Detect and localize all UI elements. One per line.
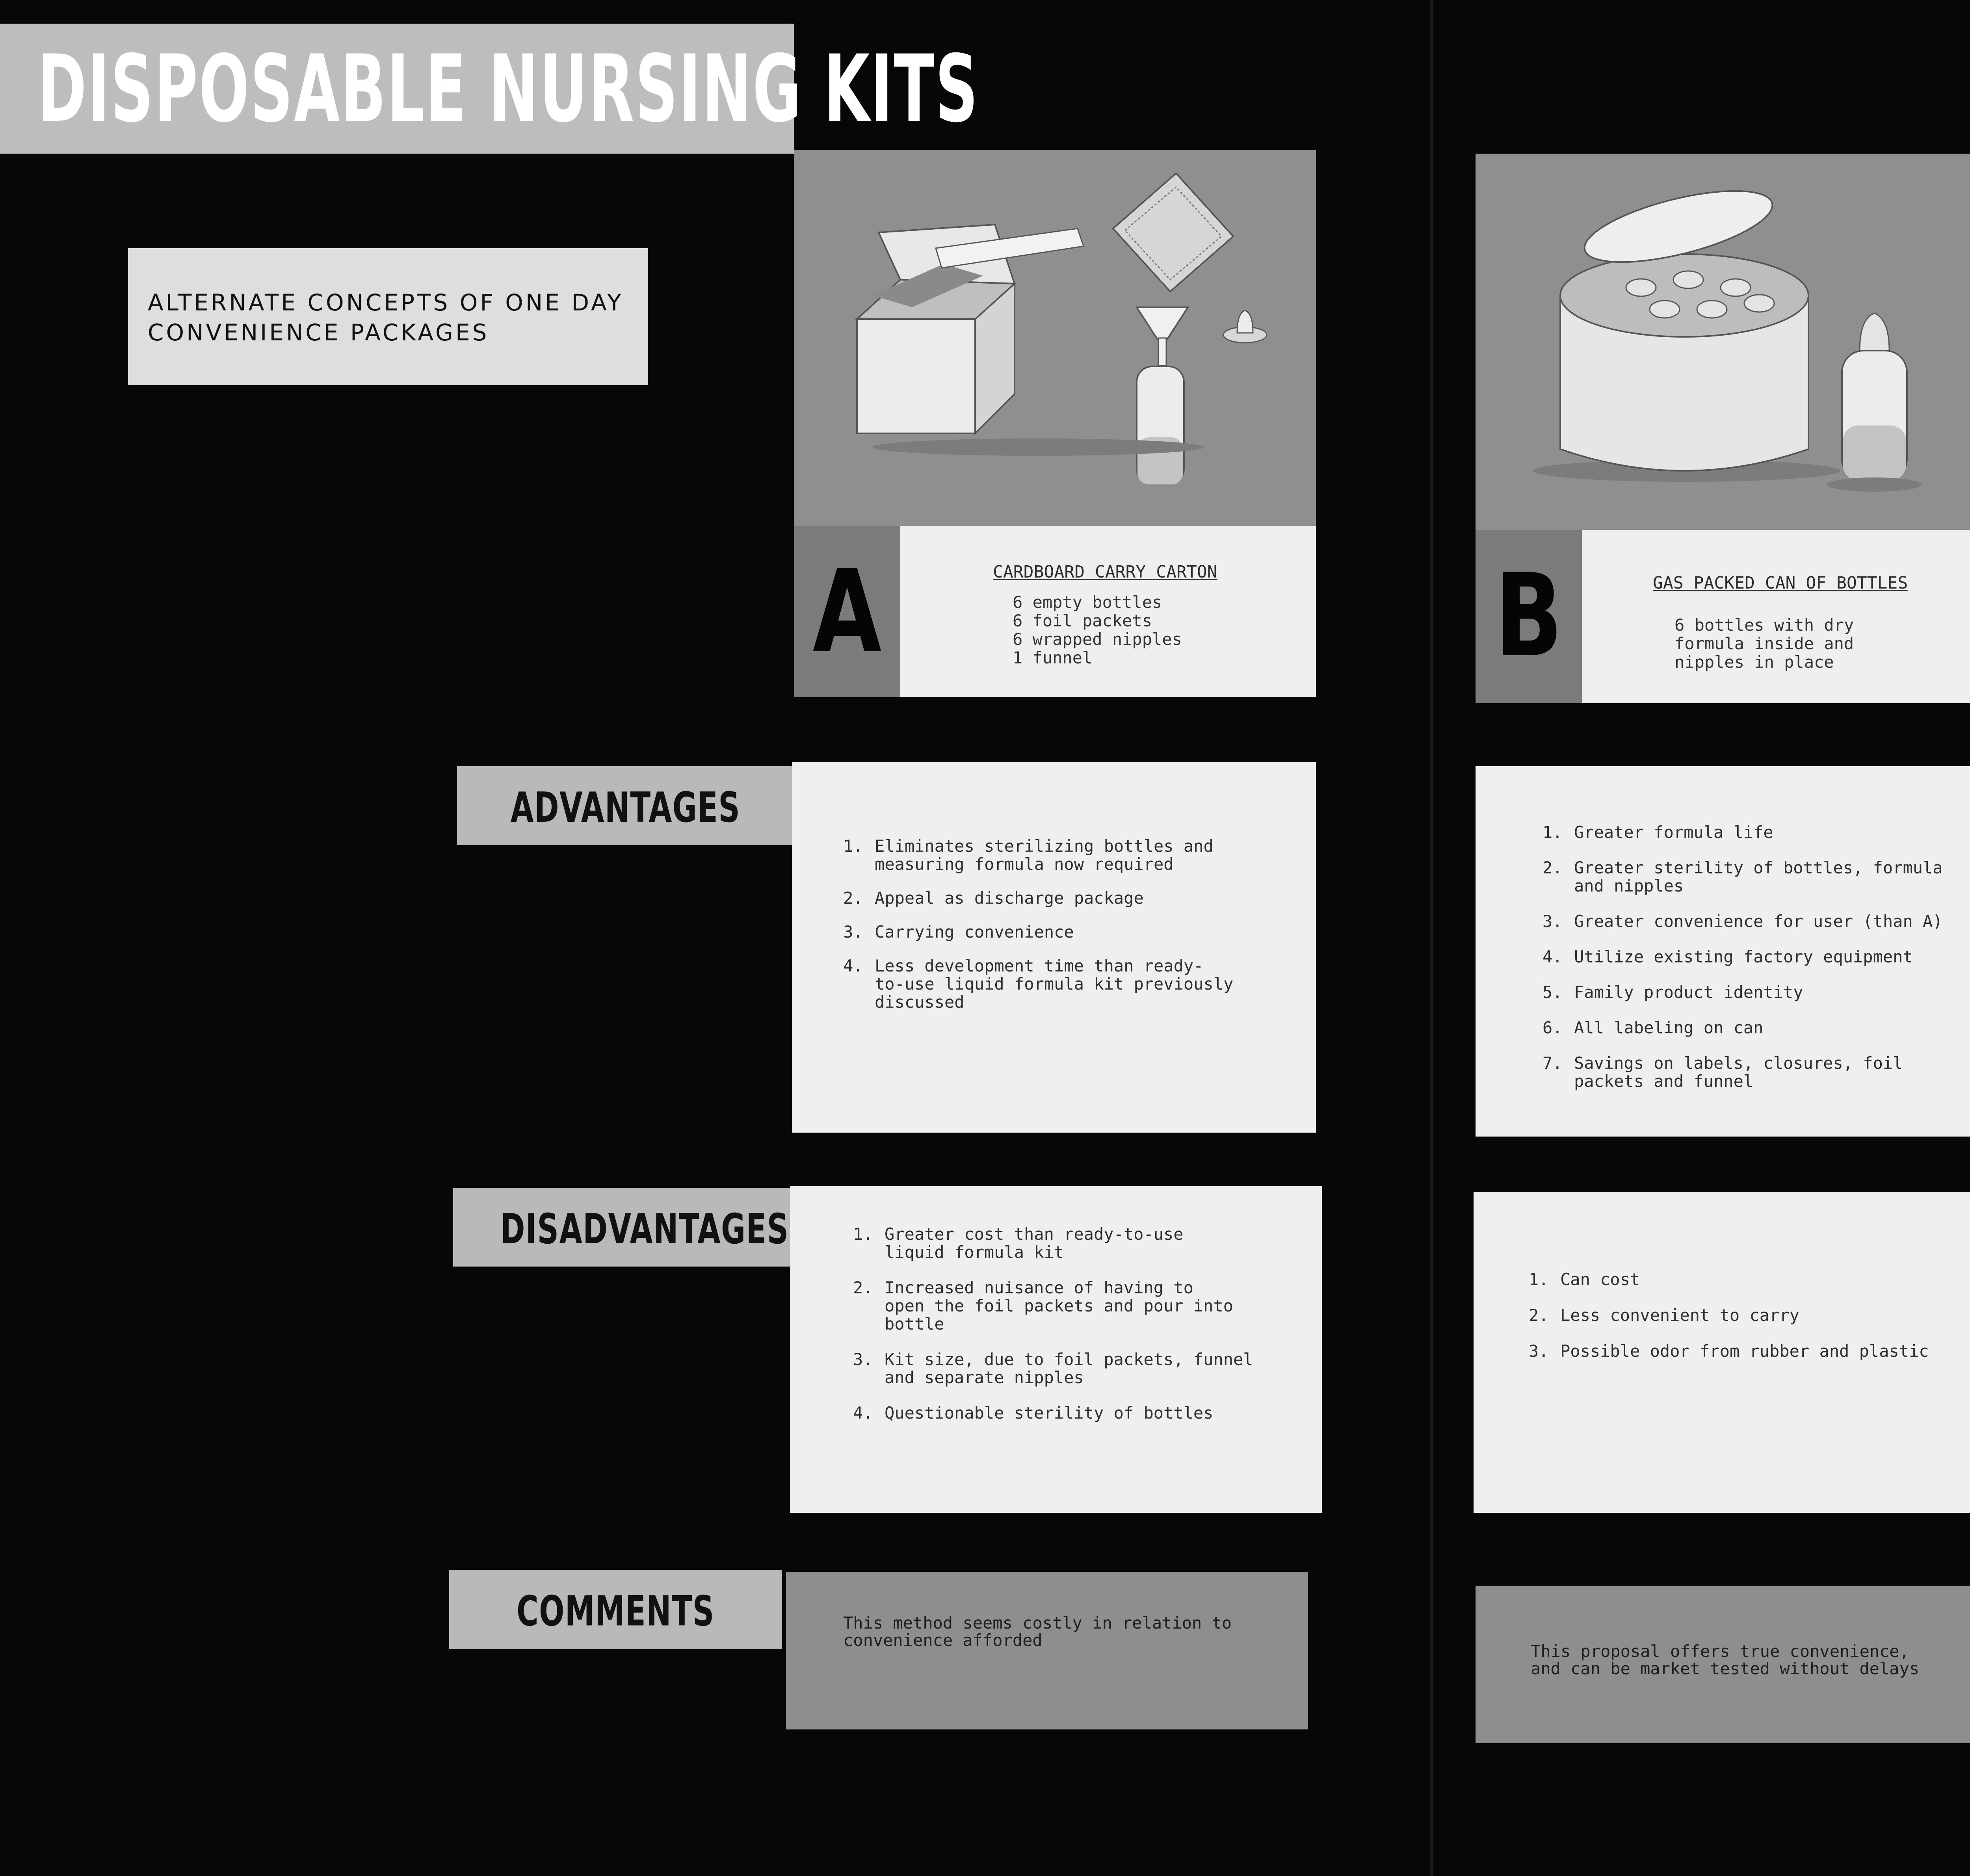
list-text: Questionable sterility of bottles [885,1403,1214,1423]
concept-a-description: 6 empty bottles 6 foil packets 6 wrapped nipples 1 funnel [1013,593,1182,667]
concept-a-description-card [900,526,1316,697]
list-text: Eliminates sterilizing bottles and measuring formula now required [875,836,1214,874]
list-number: 4. [1543,947,1563,966]
list-text: Carrying convenience [875,922,1074,942]
list-item [853,1403,1253,1423]
list-item [1529,1341,1929,1361]
list-text: All labeling on can [1574,1018,1764,1037]
concept-a-letter-block [794,526,900,697]
list-item [843,888,1233,908]
concept-b-letter-block [1476,530,1582,703]
list-number: 4. [843,956,863,975]
concept-b-advantages-list [1543,823,1943,1091]
page-title: DISPOSABLE NURSING KITS [37,35,979,143]
list-text: Savings on labels, closures, foil packets and funnel [1574,1053,1903,1091]
disadvantages-label [453,1188,790,1267]
list-text: Increased nuisance of having to open the foil packets and pour into bottle [885,1278,1234,1334]
list-item [843,922,1233,942]
concept-b-name: GAS PACKED CAN OF BOTTLES [1653,573,1908,593]
subtitle-line-1: ALTERNATE CONCEPTS OF ONE DAY [148,289,624,316]
list-text: Kit size, due to foil packets, funnel and separate nipples [885,1350,1253,1387]
list-number: 7. [1543,1053,1563,1073]
list-item [1543,912,1943,931]
list-text: Can cost [1560,1270,1640,1289]
list-item [1529,1270,1929,1289]
concept-a-letter: A [812,546,882,678]
concept-a-advantages-card [792,762,1316,1133]
advantages-label [457,766,794,845]
carton-illustration [794,150,1316,526]
concept-b-comment: This proposal offers true convenience, and can be market tested without delays [1531,1642,1920,1678]
concept-b-description: 6 bottles with dry formula inside and nipples in place [1674,615,1854,672]
list-text: Appeal as discharge package [875,888,1144,908]
list-item [843,956,1234,1012]
concept-a-illustration [794,150,1316,526]
list-item [1543,983,1943,1002]
list-text: Utilize existing factory equipment [1574,947,1913,966]
list-text: Less development time than ready- to-use liquid formula kit previously discussed [875,956,1234,1012]
list-text: Greater formula life [1574,823,1773,842]
list-number: 3. [853,1350,873,1369]
subtitle-box [128,248,648,385]
concept-a-name: CARDBOARD CARRY CARTON [993,562,1217,582]
list-number: 5. [1543,983,1563,1002]
concept-b-letter: B [1494,550,1563,682]
list-item [1543,823,1943,842]
advantages-label-text: ADVANTAGES [510,784,741,832]
list-number: 2. [853,1278,873,1297]
list-number: 1. [853,1224,873,1244]
disadvantages-label-text: DISADVANTAGES [500,1205,789,1253]
concept-b-illustration [1476,154,1970,530]
list-item [853,1278,1253,1334]
concept-a-comment-card [786,1572,1308,1729]
list-number: 3. [843,922,863,942]
list-item [1543,1018,1943,1037]
list-number: 4. [853,1403,873,1423]
list-number: 3. [1529,1341,1549,1361]
can-of-bottles-illustration [1476,154,1970,530]
list-item [1543,1053,1943,1091]
list-item [1529,1306,1929,1325]
list-number: 3. [1543,912,1563,931]
concept-b-disadvantages-list [1529,1270,1929,1361]
list-number: 2. [1543,858,1563,877]
concept-a-comment: This method seems costly in relation to convenience afforded [843,1613,1232,1650]
concept-b-description-card [1582,530,1970,703]
list-number: 1. [843,836,863,856]
list-item [1543,858,1943,895]
list-item [853,1224,1253,1262]
list-number: 2. [843,888,863,908]
list-item [853,1350,1253,1387]
list-text: Possible odor from rubber and plastic [1560,1341,1929,1361]
concept-a-advantages-list [843,836,1234,1012]
list-item [1543,947,1943,966]
title-banner [0,24,979,154]
subtitle-line-2: CONVENIENCE PACKAGES [148,319,489,346]
list-text: Less convenient to carry [1560,1306,1799,1325]
list-number: 2. [1529,1306,1549,1325]
concept-a-disadvantages-list [853,1224,1253,1423]
concept-b-disadvantages-card [1474,1192,1970,1513]
comments-label-text: COMMENTS [517,1587,715,1635]
list-number: 1. [1529,1270,1549,1289]
list-number: 6. [1543,1018,1563,1037]
fold-divider [1430,0,1433,1876]
list-text: Greater convenience for user (than A) [1574,912,1943,931]
concept-b-comment-card [1476,1586,1970,1743]
comments-label [449,1570,782,1649]
list-text: Family product identity [1574,983,1803,1002]
list-text: Greater cost than ready-to-use liquid formula kit [885,1224,1184,1262]
concept-a-disadvantages-card [790,1186,1322,1513]
concept-b-advantages-card [1476,766,1970,1137]
list-text: Greater sterility of bottles, formula and nipples [1574,858,1943,895]
list-item [843,836,1233,874]
list-number: 1. [1543,823,1563,842]
